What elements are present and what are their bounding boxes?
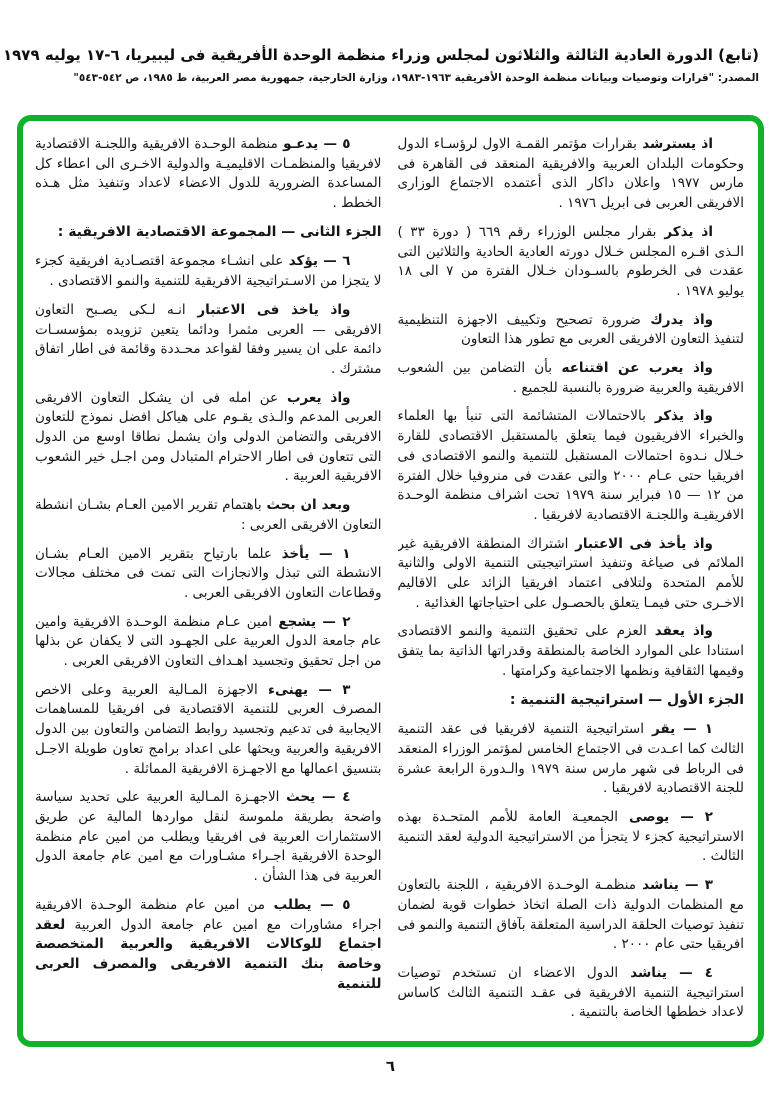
paragraph: واذ يعقد العزم على تحقيق التنمية والنمو الاقتصادى استنادا على الموارد الخاصة بالمنطقة وقدراتها الذاتية بما يتفق وقيمها الثقافية ونظمها الاجتماعية وكرامتها . [397,623,744,679]
section-heading: الجزء الثانى — المجموعة الاقتصادية الافريقية : [57,223,382,240]
paragraph: ٤ — يحث الاجهـزة المـالية العربية على تحديد سياسة واضحة بطريقة ملموسة لنقل مواردها المالية عن طريق الاستثمارات العربية فى افريقيا ويطلب من امين عام منظمة الوحدة الافريقية اجـراء مشـاورات مع امين عام جامعة الدول العربية فى هذا الشأن . [35,789,382,885]
paragraph: ٣ — يناشد منظمـة الوحـدة الافريقية ، اللجنة بالتعاون مع المنظمات الدولية ذات الصلة اتخاذ خطوات قوية لضمان تنفيذ توصيات الحلقة الدراسية المتعلقة بآفاق التنمية والنمو فى افريقيا حتى عام ٢٠٠٠ . [397,877,744,953]
paragraph: اذ يسترشد بقرارات مؤتمر القمـة الاول لرؤسـاء الدول وحكومات البلدان العربية والافريقية المنعقد فى القاهرة فى مارس ١٩٧٧ واعلان داكار الذى أعتمده الاجتماع الوزارى الافريقى العربى فى ابريل ١٩٧٦ . [397,136,744,212]
section-heading: الجزء الأول — استراتيجية التنمية : [509,691,744,708]
paragraph: ٢ — يشجع امين عـام منظمة الوحـدة الافريقية وامين عام جامعة الدول العربية على الجهـود التى لا يكفان عن بذلها من اجل تحقيق وتجسيد اهـداف التعاون الافريقى العربى . [35,613,382,670]
paragraph: واذ يعرب عن امله فى ان يشكل التعاون الافريقى العربى المدعم والـذى يقـوم على هياكل افضل نموذج للتعاون الافريقى والتضامن الدولى وان يشمل نطاقا اوسع من الدول التى تتعاون فى اطار الاحترام المتبادل ومن اجـل خير الشعوب الافريقية العربية . [35,389,382,485]
paragraph: ٥ — يدعـو منظمة الوحـدة الافريقية واللجنـة الاقتصادية لافريقيا والمنظمـات الاقليميـة والدولية الاخـرى الى اعطاء كل المساعدة الضرورية للدول الاعضاء لاعداد وتنفيذ مثل هـذه الخطط . [35,136,382,212]
paragraph: واذ يأخذ فى الاعتبار اشتراك المنطقة الافريقية غير الملائم فى صياغة وتنفيذ استراتيجيتى التنمية الاولى والثانية للأمم المتحدة ولتلافى اعتماد افريقيا الزائد على الاقاليم الاخـرى حتى فيمـا يتعلق بالحصـول على احتياجاتها الغذائية . [397,535,744,611]
paragraph: اذ يذكر بقرار مجلس الوزراء رقم ٦٦٩ ( دورة ٣٣ ) الـذى اقـره المجلس خـلال دورته العادية الحادية والثلاثين التى عقدت فى الخرطوم بالسـودان خـلال الفترة من ٧ الى ١٨ يوليو ١٩٧٨ . [397,223,744,299]
document-title: (تابع) الدورة العادية الثالثة والثلاثون لمجلس وزراء منظمة الوحدة الأفريقية فى ليبيريا، ٦-١٧ يوليه ١٩٧٩ [3,46,759,64]
paragraph: ٤ — يناشد الدول الاعضاء ان تستخدم توصيات استراتيجية التنمية الافريقية فى عقـد التنمية الثالث كاساس لاعداد خططها الخاصة بالتنمية . [397,964,744,1021]
paragraph: واذ يذكر بالاحتمالات المتشائمة التى تنبأ بها العلماء والخبراء الافريقيون فيما يتعلق بالمستقبل الاقتصادى للقارة خـلال نـدوة احتمالات المستقبل للتنمية والنمو الاقتصادى فى افريقيا حتى عـام ٢٠٠٠ والتى عقدت فى منروفيا خلال الفترة من ١٢ — ١٥ فبراير سنة ١٩٧٩ تحت اشراف منظمة الوحـدة الافريقيـة واللجنـة الاقتصادية لافريقيا . [397,408,744,523]
paragraph: ١ — يأخذ علما بارتياح بتقرير الامين العـام بشـان الانشطة التى تبذل والانجازات التى تمت فى مختلف مجالات وقطاعات التعاون الافريقى العربى . [35,545,382,601]
paragraph: ١ — يقر استراتيجية التنمية لافريقيا فى عقد التنمية الثالث كما اعـدت فى الاجتماع الخامس لمؤتمر الوزراء المنعقد فى الرباط فى شهر مارس سنة ١٩٧٩ والـدورة الرابعة عشرة للجنة الاقتصادية لافريقيا . [397,721,744,797]
column-left [35,135,382,1033]
document-source-line: المصدر: "قرارات وتوصيات وبيانات منظمة الوحدة الأفريقية ١٩٦٣-١٩٨٣، وزارة الخارجية، جمهورية مصر العربية، ط ١٩٨٥، ص ٥٤٢-٥٤٣" [73,72,759,84]
page-number: ٦ [385,1057,396,1075]
document-header [3,46,759,84]
column-right [398,135,745,1033]
paragraph: ٣ — يهنىء الاجهزة المـالية العربية وعلى الاخص المصرف العربى للتنمية الاقتصادية فى افريقيا للمساهمات الايجابية فى تدعيم وتجسيد روابط التضامن والتعاون بين الدول الافريقية والعربية ويحثها على اعداد برامج تعاون طويلة الاجـل بتنسيق اعمالها مع الاجهـزة الافريقية المماثلة . [35,681,382,777]
two-column-text-area [23,121,758,1041]
paragraph: واذ يعرب عن اقتناعه بأن التضامن بين الشعوب الافريقية والعربية ضرورة بالنسبة للجميع . [397,360,744,396]
paragraph: ٢ — يوصى الجمعيـة العامة للأمم المتحـدة بهذه الاستراتيجية كجزء لا يتجزأ من الاستراتيجية الدولية لعقد التنمية الثالث . [397,808,744,865]
page-footer [0,1056,781,1075]
green-annotation-frame [17,115,764,1047]
paragraph: واذ يدرك ضرورة تصحيح وتكييف الاجهزة التنظيمية لتنفيذ التعاون الافريقى العربى مع تطور هذا التعاون [397,311,744,348]
paragraph: ٥ — يطلب من امين عام منظمة الوحـدة الافريقية اجراء مشاورات مع امين عام جامعة الدول العربية لعقد اجتماع للوكالات الافريقية والعربية المتخصصة وخاصة بنك التنمية الافريقى والمصرف العربى للتنمية [35,896,382,992]
paragraph: وبعد ان بحث باهتمام تقرير الامين العـام بشـان انشطة التعاون الافريقى العربى : [35,497,382,533]
paragraph: ٦ — يؤكد على انشـاء مجموعة اقتصـادية افريقية كجزء لا يتجزا من الاسـتراتيجية الافريقية للتنمية والنمو الاقتصادى . [35,253,382,290]
paragraph: واذ ياخذ فى الاعتبار انـه لـكى يصـبح التعاون الافريقى — العربى مثمرا ودائما يتعين تزويده بمؤسسـات دائمة على ان يسير وفقا لقواعد محـددة وقائمة فى اطار اتفاق مشترك . [35,301,382,377]
